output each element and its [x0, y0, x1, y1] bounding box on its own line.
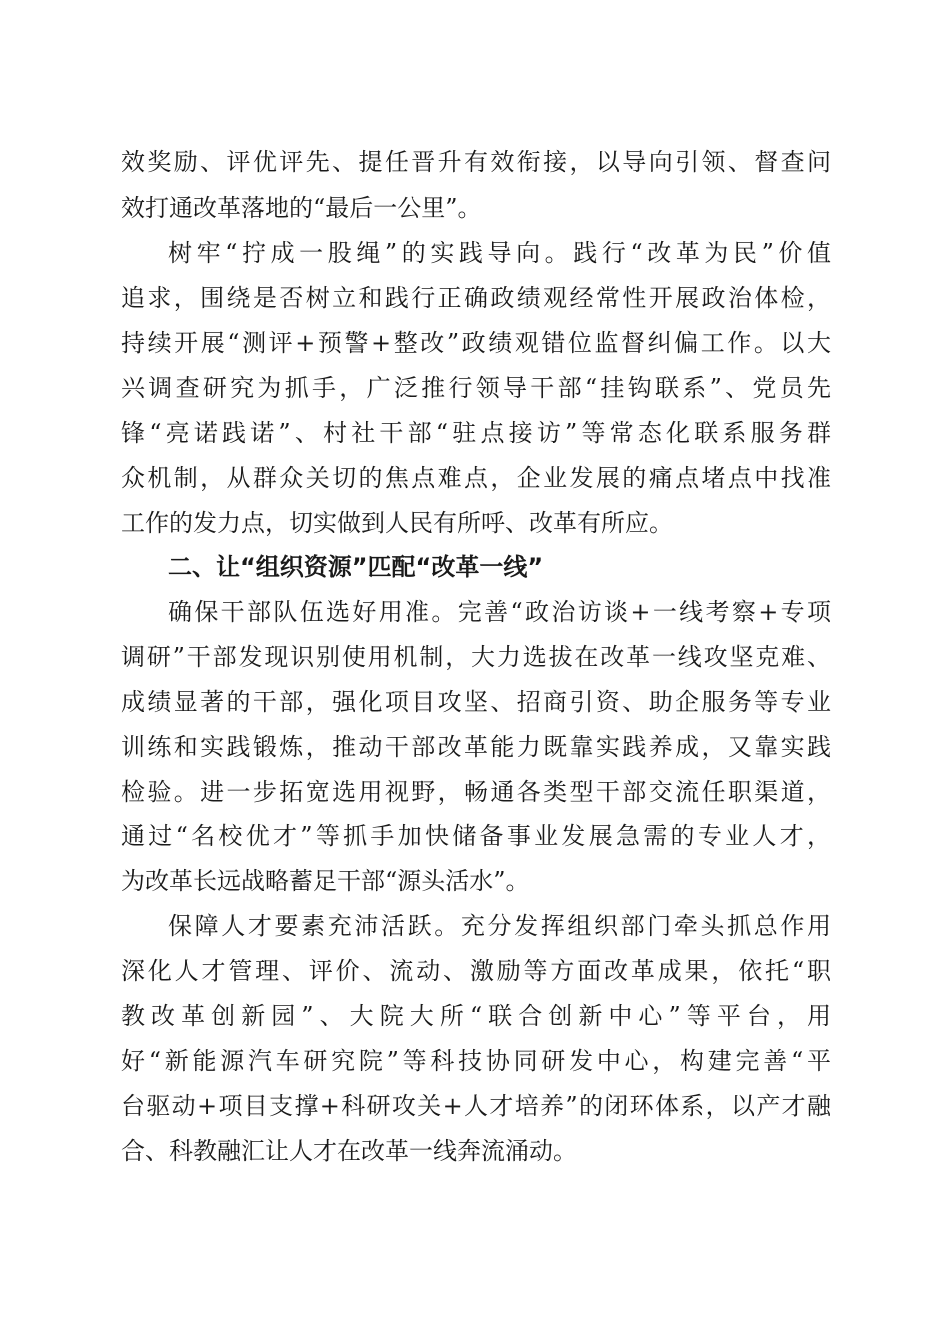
text-line: 检验。进一步拓宽选用视野，畅通各类型干部交流任职渠道，	[121, 778, 831, 806]
text-line: 众机制，从群众关切的焦点难点，企业发展的痛点堵点中找准	[121, 464, 831, 492]
text-line: 合、科教融汇让人才在改革一线奔流涌动。	[121, 1137, 577, 1165]
text-line: 训练和实践锻炼，推动干部改革能力既靠实践养成，又靠实践	[121, 733, 831, 761]
text-line: 兴调查研究为抓手，广泛推行领导干部“挂钩联系”、党员先	[121, 374, 831, 402]
text-line: 效奖励、评优评先、提任晋升有效衔接，以导向引领、督查问	[121, 148, 831, 176]
text-line: 调研”干部发现识别使用机制，大力选拔在改革一线攻坚克难、	[121, 643, 831, 671]
text-line: 确保干部队伍选好用准。完善“政治访谈+一线考察+专项	[168, 598, 831, 626]
text-line: 好“新能源汽车研究院”等科技协同研发中心，构建完善“平	[121, 1047, 831, 1075]
text-line: 台驱动+项目支撑+科研攻关+人才培养”的闭环体系，以产才融	[121, 1092, 831, 1120]
text-line: 持续开展“测评+预警+整改”政绩观错位监督纠偏工作。以大	[121, 329, 831, 357]
text-line: 通过“名校优才”等抓手加快储备事业发展急需的专业人才，	[121, 822, 831, 850]
text-line: 成绩显著的干部，强化项目攻坚、招商引资、助企服务等专业	[121, 688, 831, 716]
section-heading: 二、让“组织资源”匹配“改革一线”	[168, 553, 544, 581]
text-line: 为改革长远战略蓄足干部“源头活水”。	[121, 867, 530, 895]
text-line: 保障人才要素充沛活跃。充分发挥组织部门牵头抓总作用	[168, 912, 831, 940]
text-line: 追求，围绕是否树立和践行正确政绩观经常性开展政治体检，	[121, 284, 831, 312]
text-line: 工作的发力点，切实做到人民有所呼、改革有所应。	[121, 509, 673, 537]
text-line: 树牢“拧成一股绳”的实践导向。践行“改革为民”价值	[168, 239, 831, 267]
text-line: 教改革创新园”、大院大所“联合创新中心”等平台，用	[121, 1002, 831, 1030]
text-line: 效打通改革落地的“最后一公里”。	[121, 194, 482, 222]
text-line: 锋“亮诺践诺”、村社干部“驻点接访”等常态化联系服务群	[121, 419, 831, 447]
text-line: 深化人才管理、评价、流动、激励等方面改革成果，依托“职	[121, 957, 831, 985]
